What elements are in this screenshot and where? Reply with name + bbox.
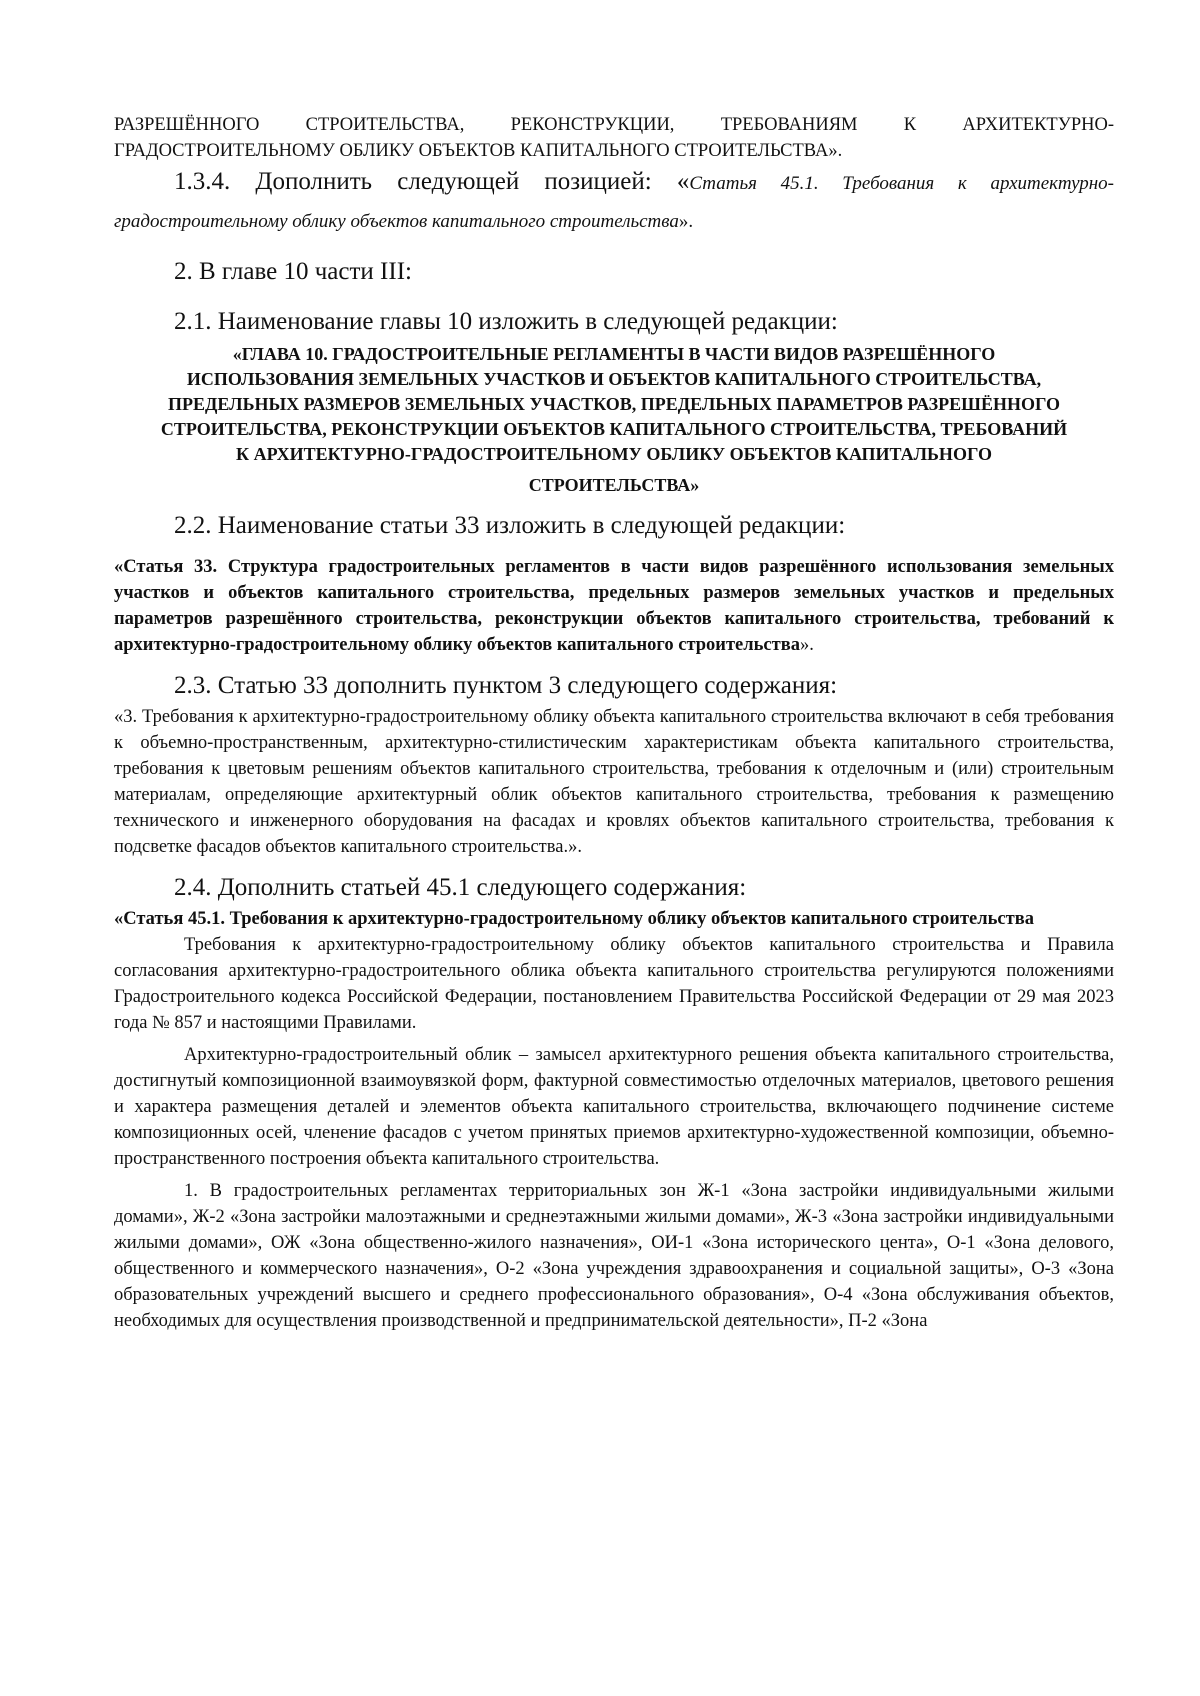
intro-line-2: ГРАДОСТРОИТЕЛЬНОМУ ОБЛИКУ ОБЪЕКТОВ КАПИТАЛЬНОГО СТРОИТЕЛЬСТВА». — [114, 141, 843, 161]
chapter-heading-line-5: К АРХИТЕКТУРНО-ГРАДОСТРОИТЕЛЬНОМУ ОБЛИКУ ОБЪЕКТОВ КАПИТАЛЬНОГО — [236, 444, 992, 464]
chapter-heading-line-2: ИСПОЛЬЗОВАНИЯ ЗЕМЕЛЬНЫХ УЧАСТКОВ И ОБЪЕКТОВ КАПИТАЛЬНОГО СТРОИТЕЛЬСТВА, — [186, 369, 1042, 389]
item-2-3: 2.3. Статью 33 дополнить пунктом 3 следующего содержания: — [174, 672, 838, 699]
item-2-1: 2.1. Наименование главы 10 изложить в следующей редакции: — [174, 308, 838, 335]
item-1-3-4 — [114, 164, 1114, 240]
item-2-4: 2.4. Дополнить статьей 45.1 следующего содержания: — [174, 874, 747, 901]
article-33-title-bold: «Статья 33. Структура градостроительных регламентов в части видов разрешённого использования земельных участков и объектов капитального строительства, предельных размеров земельных участков и предельных параметров разрешённого строительства, реконструкции объектов капитального строительства, требований к архитектурно-градостроительному облику объектов капитального строительства — [114, 557, 1114, 655]
paragraph-requirements: Требования к архитектурно-градостроительному облику объектов капитального строительства и Правила согласования архитектурно-градостроительного облика объекта капитального строительства регулируются положениями Градостроительного кодекса Российской Федерации, постановлением Правительства Российской Федерации от 29 мая 2023 года № 857 и настоящими Правилами. — [114, 935, 1114, 1033]
document-page — [114, 112, 1114, 1334]
article-33-title — [114, 554, 1114, 658]
item-2-2: 2.2. Наименование статьи 33 изложить в следующей редакции: — [174, 512, 846, 539]
chapter-heading-line-3: ПРЕДЕЛЬНЫХ РАЗМЕРОВ ЗЕМЕЛЬНЫХ УЧАСТКОВ, ПРЕДЕЛЬНЫХ ПАРАМЕТРОВ РАЗРЕШЁННОГО — [168, 394, 1060, 414]
chapter-10-heading — [114, 342, 1114, 498]
paragraph-definition: Архитектурно-градостроительный облик – замысел архитектурного решения объекта капитального строительства, достигнутый композиционной взаимоувязкой форм, фактурной совместимостью отделочных материалов, цветового решения и характера размещения деталей и элементов объекта капитального строительства, включающего подчинение системе композиционных осей, членение фасадов с учетом принятых приемов архитектурно-художественной композиции, объемно-пространственного построения объекта капитального строительства. — [114, 1045, 1114, 1169]
point-3-text: «3. Требования к архитектурно-градостроительному облику объекта капитального строительства включают в себя требования к объемно-пространственным, архитектурно-стилистическим характеристикам объекта капитального строительства, требования к цветовым решениям объектов капитального строительства, требования к отделочным и (или) строительным материалам, определяющие архитектурный облик объектов капитального строительства, требования к размещению технического и инженерного оборудования на фасадах и кровлях объектов капитального строительства, требования к подсветке фасадов объектов капитального строительства.». — [114, 707, 1114, 857]
article-33-title-tail: ». — [799, 635, 814, 655]
item-1-3-4-italic: Статья 45.1. Требования к архитектурно-градостроительному облику объектов капитального строительства — [114, 173, 1114, 232]
item-1-3-4-tail: ». — [678, 211, 694, 232]
chapter-heading-line-4: СТРОИТЕЛЬСТВА, РЕКОНСТРУКЦИИ ОБЪЕКТОВ КАПИТАЛЬНОГО СТРОИТЕЛЬСТВА, ТРЕБОВАНИЙ — [160, 419, 1068, 439]
item-1-3-4-lead: 1.3.4. Дополнить следующей позицией: « — [174, 168, 690, 195]
paragraph-zones: 1. В градостроительных регламентах территориальных зон Ж-1 «Зона застройки индивидуальными жилыми домами», Ж-2 «Зона застройки малоэтажными и среднеэтажными жилыми домами», Ж-3 «Зона застройки индивидуальными жилыми домами», ОЖ «Зона общественно-жилого назначения», ОИ-1 «Зона исторического цента», О-1 «Зона делового, общественного и коммерческого назначения», О-2 «Зона учреждения здравоохранения и социальной защиты», О-3 «Зона образовательных учреждений высшего и среднего профессионального образования», О-4 «Зона обслуживания объектов, необходимых для осуществления производственной и предпринимательской деятельности», П-2 «Зона — [114, 1181, 1114, 1331]
item-2: 2. В главе 10 части III: — [174, 258, 412, 285]
article-45-1-title: «Статья 45.1. Требования к архитектурно-градостроительному облику объектов капитального строительства — [114, 909, 1034, 929]
chapter-heading-line-6: СТРОИТЕЛЬСТВА» — [528, 475, 700, 495]
intro-line-1: РАЗРЕШЁННОГО СТРОИТЕЛЬСТВА, РЕКОНСТРУКЦИИ, ТРЕБОВАНИЯМ К АРХИТЕКТУРНО- — [114, 115, 1114, 135]
chapter-heading-line-1: «ГЛАВА 10. ГРАДОСТРОИТЕЛЬНЫЕ РЕГЛАМЕНТЫ В ЧАСТИ ВИДОВ РАЗРЕШЁННОГО — [232, 344, 996, 364]
